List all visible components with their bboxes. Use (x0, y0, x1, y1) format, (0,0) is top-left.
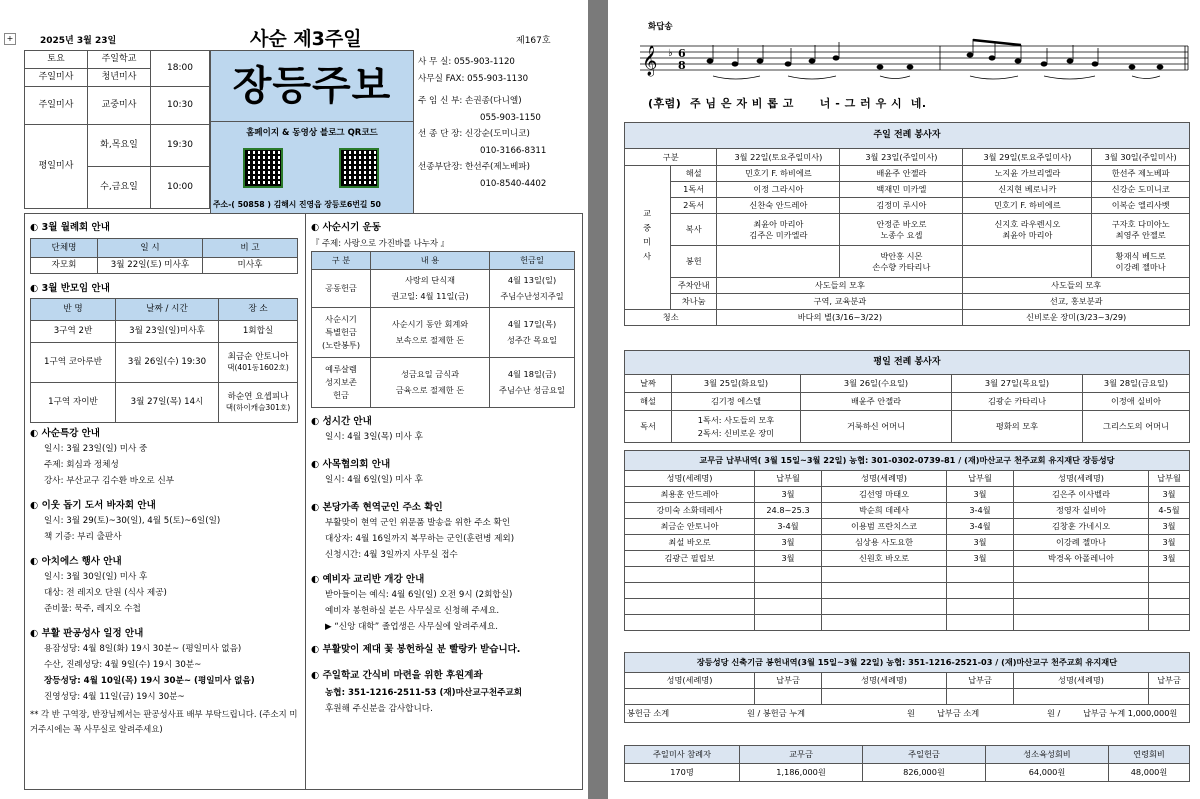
weekday-servers-table: 평일 전례 봉사자 날짜 3월 25일(화요일) 3월 26일(수요일) 3월 27일(목요일) 3월 28일(금요일) 해설 김기정 에스텔 배윤주 안젤라 김광순 카타리나 이정애 실비아 독서 1독서: 사도들의 모후 2독서: 신비로운 장미 거룩하신 어머니 평화의 모후 그리스도의 어머니 (624, 350, 1190, 443)
section-book-bazaar: ◐ 이웃 돕기 도서 바자회 안내 (30, 500, 156, 511)
mass-times-table: 토요 주일학교 18:00 주일미사 청년미사 주일미사 교중미사 10:30 평일미사 화,목요일 19:30 수,금요일 10:00 (24, 50, 210, 209)
table-row (625, 615, 1190, 631)
section-acies: ◐ 아치에스 행사 안내 (30, 556, 122, 567)
homepage-qr-code[interactable] (243, 148, 283, 188)
table-row: 성명(세례명) 납부월 성명(세례명) 납부월 성명(세례명) 납부월 (625, 471, 1190, 487)
table-row (625, 583, 1190, 599)
liturgical-title: 사순 제3주일 (250, 28, 362, 50)
section-lent-lecture: ◐ 사순특강 안내 (30, 428, 100, 439)
sunday-servers-title: 주일 전례 봉사자 (625, 123, 1190, 149)
lent-campaign-subtitle: 『 주제: 사랑으로 가진바를 나누자 』 (311, 238, 450, 248)
section-group-meeting: ◐ 3월 반모임 안내 (30, 283, 110, 294)
sunday-group-label: 교중미사 (625, 166, 671, 310)
section-confession: ◐ 부활 판공성사 일정 안내 (30, 628, 144, 639)
section-soldier-address: ◐ 본당가족 현역군인 주소 확인 (311, 502, 443, 513)
contact-list: 사 무 실: 055-903-1120 사무실 FAX: 055-903-1130 주 임 신 부: 손권종(다니엘) 055-903-1150 선 종 단 장: 신강순(도미니코) 010-3166-8311 선종부단장: 한선주(제노베파) 010-8540-4402 (418, 57, 547, 189)
parish-address: 주소-( 50858 ) 김해시 진영읍 장등로6번길 50 (213, 200, 381, 209)
table-row: 최금순 안토니아 3-4월 이용범 프란치스코 3-4월 김창훈 가네시오 3월 (625, 519, 1190, 535)
tithe-title: 교무금 납부내역( 3월 15일~3월 22일) 농협: 301-0302-0739-81 / (재)마산교구 천주교회 유지재단 장등성당 (625, 451, 1190, 471)
svg-text:8: 8 (678, 59, 686, 72)
right-page (608, 0, 1200, 799)
sunday-servers-table: 주일 전례 봉사자 구분 3월 22일(토요주일미사) 3월 23일(주일미사) 3월 29일(토요주일미사) 3월 30일(주일미사) 교중미사 해설 민호기 F. 하비에르 배윤주 안젤라 노지윤 가브리엘라 한선주 제노베파 1독서 이정 그라시아 백재민 미카엘 신지현 베로니카 신강순 도미니코 2독서 신찬숙 안드레아 김정미 루시아 민호기 F. 하비에르 이복순 엘리사벳 복사 최윤아 마리아 김주은 미카엘라 안정준 바오로 노종수 요셉 신지호 라우렌시오 최윤아 마리아 구자호 다미아노 최영주 안젤로 봉헌 박안홍 시몬 손수향 카타리나 황재식 베드로 이강례 젤마나 주차안내 사도들의 모후 사도들의 모후 차나눔 구역, 교육분과 선교, 홍보분과 청소 바다의 별(3/16~3/22) 신비로운 장미(3/23~3/29) (624, 122, 1190, 326)
table-row: 최설 바오로 3월 심상용 사도요한 3월 이강례 젤마나 3월 (625, 535, 1190, 551)
section-holy-hour: ◐ 성시간 안내 (311, 416, 372, 427)
psalm-music-staff (640, 38, 1190, 88)
bulletin-masthead (210, 50, 414, 122)
weekday-servers-title: 평일 전례 봉사자 (625, 351, 1190, 375)
section-pastoral-council: ◐ 사목협의회 안내 (311, 459, 391, 470)
svg-text:6: 6 (678, 47, 686, 60)
right-column-notices: ◐ 성시간 안내 일시: 4월 3일(목) 미사 후 ◐ 사목협의회 안내 일시: 4월 6일(일) 미사 후 ◐ 본당가족 현역군인 주소 확인 부활맞이 현역 군인 위문품 발송을 위한 주소 확인 대상자: 4월 16일까지 복무하는 군인(훈련병 제외) 신청시간: 4월 3일까지 사무실 접수 ◐ 예비자 교리반 개강 안내 받아들이는 예식: 4월 6일(일) 오전 9시 (2회합실) 예비자 봉헌하실 분은 사무실로 신청해 주세요. ▶ “신앙 대학” 졸업생은 사무실에 알려주세요. ◐ 부활맞이 제대 꽃 봉헌하실 분 빨랑카 받습니다. ◐ 주일학교 간식비 마련을 위한 후원계좌 농협: 351-1216-2511-53 (재)마산교구천주교회 후원해 주신분을 감사합니다. (311, 413, 579, 717)
confession-note: ** 각 반 구역장, 반장님께서는 판공성사표 배부 부탁드립니다. (주소지 미거주시에는 꼭 사무실로 알려주세요) (30, 709, 298, 734)
bulletin-name: 장등주보 (232, 63, 392, 109)
column-divider (305, 213, 306, 789)
lent-campaign-table: 구 분 내 용 헌금일 공동헌금 사랑의 단식재 권고일: 4월 11일(금) 4월 13일(일) 주님수난성지주일 사순시기 특별헌금 (노란봉투) 사순시기 동안 회계와 보속으로 절제한 돈 4월 17일(목) 성주간 목요일 예루살렘 성지보존 헌금 성금요일 금식과 금육으로 절제한 돈 4월 18일(금) 주님수난 성금요일 (311, 251, 575, 408)
svg-text:𝄞: 𝄞 (642, 46, 658, 76)
svg-text:♭: ♭ (668, 48, 673, 59)
psalm-lyrics: (후렴) 주 님 은 자 비 롭 고 너 - 그 러 우 시 네. (648, 97, 927, 110)
table-move-handle-icon[interactable]: + (4, 33, 16, 45)
psalm-label: 화답송 (648, 22, 673, 32)
table-row: 김광근 필립보 3월 신원호 바오로 3월 박경옥 아폴레니아 3월 (625, 551, 1190, 567)
blog-qr-code[interactable] (339, 148, 379, 188)
left-page (0, 0, 588, 799)
building-fund-table: 장등성당 신축기금 봉헌내역(3월 15일~3월 22일) 농협: 351-1216-2521-03 / (재)마산교구 천주교회 유지재단 성명(세례명) 납부금 성명(세례명) 납부금 성명(세례명) 납부금 봉헌금 소계 원 / 봉헌금 누계 원 납부금 소계 원 / 납부금 누계 1,000,000원 (624, 652, 1190, 723)
table-row (625, 567, 1190, 583)
tithe-table (624, 450, 1190, 631)
table-row: 강미숙 소화데레사 24.8~25.3 박순희 데레사 3-4월 정영자 실비아 4-5월 (625, 503, 1190, 519)
group-meeting-table: 반 명 날짜 / 시간 장 소 3구역 2반 3월 23일(일)미사후 1회합실 1구역 코아루반 3월 26일(수) 19:30 최금순 안토니아 댁(401동1602호) 1구역 자이반 3월 27일(목) 14시 하순연 요셉피나 댁(하이캐슬301호) (30, 298, 298, 423)
finance-summary-table: 주일미사 참례자 교무금 주일헌금 성소육성회비 연령회비 170명 1,186,000원 826,000원 64,000원 48,000원 (624, 745, 1190, 782)
issue-number: 제167호 (516, 36, 551, 46)
bulletin-date: 2025년 3월 23일 (40, 36, 117, 46)
qr-label: 홈페이지 & 동영상 블로그 QR코드 (246, 128, 378, 138)
qr-block (210, 121, 414, 214)
section-catechumen: ◐ 예비자 교리반 개강 안내 (311, 574, 425, 585)
section-monthly-meeting: ◐ 3월 월례회 안내 (30, 222, 110, 233)
monthly-meeting-table: 단체명 일 시 비 고 자모회 3월 22일(토) 미사후 미사후 (30, 238, 298, 274)
building-fund-title: 장등성당 신축기금 봉헌내역(3월 15일~3월 22일) 농협: 351-1216-2521-03 / (재)마산교구 천주교회 유지재단 (625, 653, 1190, 673)
section-sunday-school-account: ◐ 주일학교 간식비 마련을 위한 후원계좌 (311, 670, 483, 681)
table-row (625, 599, 1190, 615)
section-lent-campaign: ◐ 사순시기 운동 (311, 222, 381, 233)
table-row: 최용훈 안드레아 3월 김선영 마태오 3월 김은주 이사벨라 3월 (625, 487, 1190, 503)
section-easter-flowers: ◐ 부활맞이 제대 꽃 봉헌하실 분 빨랑카 받습니다. (311, 644, 521, 655)
building-fund-summary: 봉헌금 소계 원 / 봉헌금 누계 원 납부금 소계 원 / 납부금 누계 1,000,000원 (625, 705, 1190, 723)
left-column-notices: ◐ 사순특강 안내 일시: 3월 23일(일) 미사 중 주제: 회심과 정체성 강사: 부산교구 김수환 바오로 신부 ◐ 이웃 돕기 도서 바자회 안내 일시: 3월 29(토)~30(일), 4월 5(토)~6일(일) 책 기증: 부리 출판사 ◐ 아치에스 행사 안내 일시: 3월 30일(일) 미사 후 대상: 전 레지오 단원 (식사 제공) 준비물: 묵주, 레지오 수첩 ◐ 부활 판공성사 일정 안내 용잠성당: 4월 8일(화) 19시 30분~ (평일미사 없음) 수산, 진례성당: 4월 9일(수) 19시 30분~ 장등성당: 4월 10일(목) 19시 30분~ (평일미사 없음) 진영성당: 4월 11일(금) 19시 30분~ ** 각 반 구역장, 반장님께서는 판공성사표 배부 부탁드립니다. (주소지 미거주시에는 꼭 사무실로 알려주세요) (30, 425, 302, 737)
